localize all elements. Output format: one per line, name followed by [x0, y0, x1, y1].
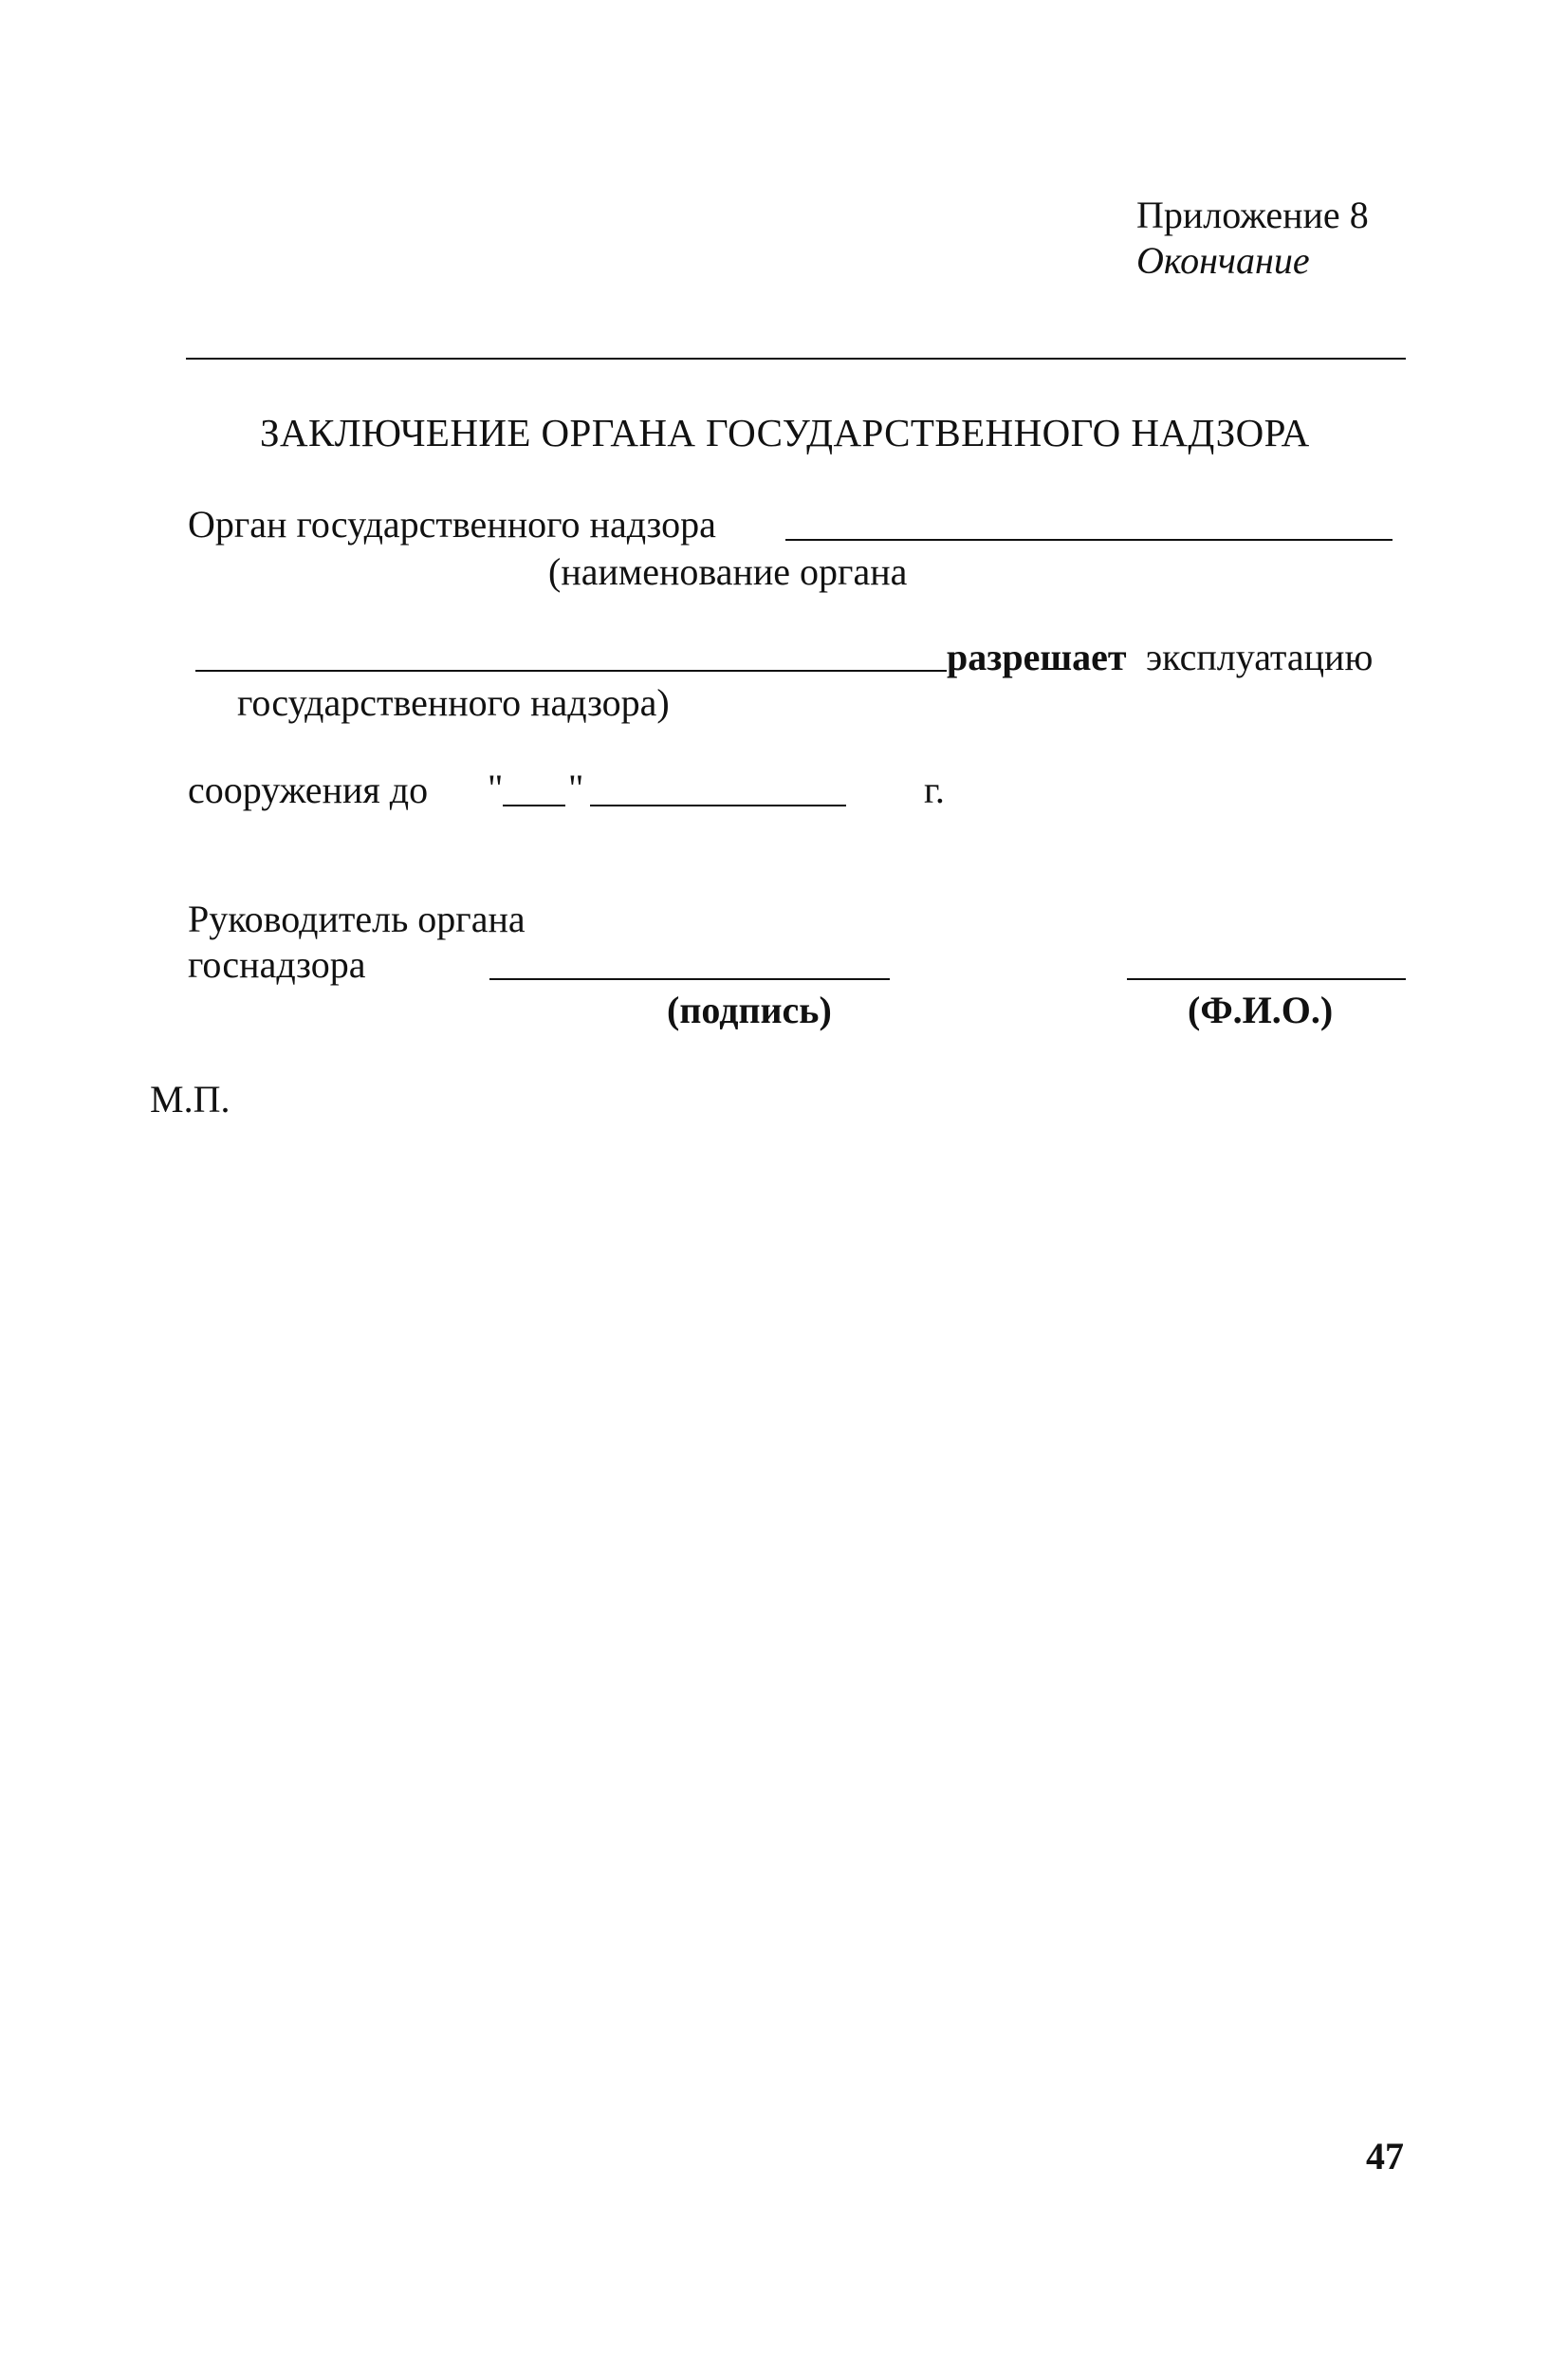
- close-quote: ": [568, 767, 584, 809]
- permits-word: разрешает: [947, 636, 1127, 678]
- authority-name-field-continued[interactable]: [195, 670, 947, 672]
- month-year-field[interactable]: [590, 805, 846, 806]
- signature-hint: (подпись): [667, 989, 832, 1031]
- head-of-authority-line-2: госнадзора: [188, 943, 366, 986]
- operation-word: эксплуатацию: [1146, 636, 1374, 678]
- name-hint: (Ф.И.О.): [1188, 989, 1334, 1031]
- year-suffix: г.: [924, 769, 945, 811]
- head-of-authority-line-1: Руководитель органа: [188, 898, 526, 940]
- authority-hint-1: (наименование органа: [548, 550, 908, 593]
- signature-field[interactable]: [489, 978, 890, 980]
- open-quote: ": [488, 767, 504, 809]
- stamp-place: М.П.: [150, 1078, 231, 1121]
- authority-label: Орган государственного надзора: [188, 503, 716, 546]
- day-field[interactable]: [503, 805, 565, 806]
- appendix-label: Приложение 8: [1136, 194, 1369, 236]
- authority-name-field[interactable]: [785, 539, 1393, 541]
- page-number: 47: [1366, 2135, 1404, 2177]
- continuation-label: Окончание: [1136, 239, 1310, 282]
- authority-hint-2: государственного надзора): [237, 681, 670, 724]
- until-label: сооружения до: [188, 769, 429, 811]
- header-rule: [186, 358, 1406, 360]
- document-title: ЗАКЛЮЧЕНИЕ ОРГАНА ГОСУДАРСТВЕННОГО НАДЗОРА: [260, 411, 1310, 454]
- full-name-field[interactable]: [1127, 978, 1406, 980]
